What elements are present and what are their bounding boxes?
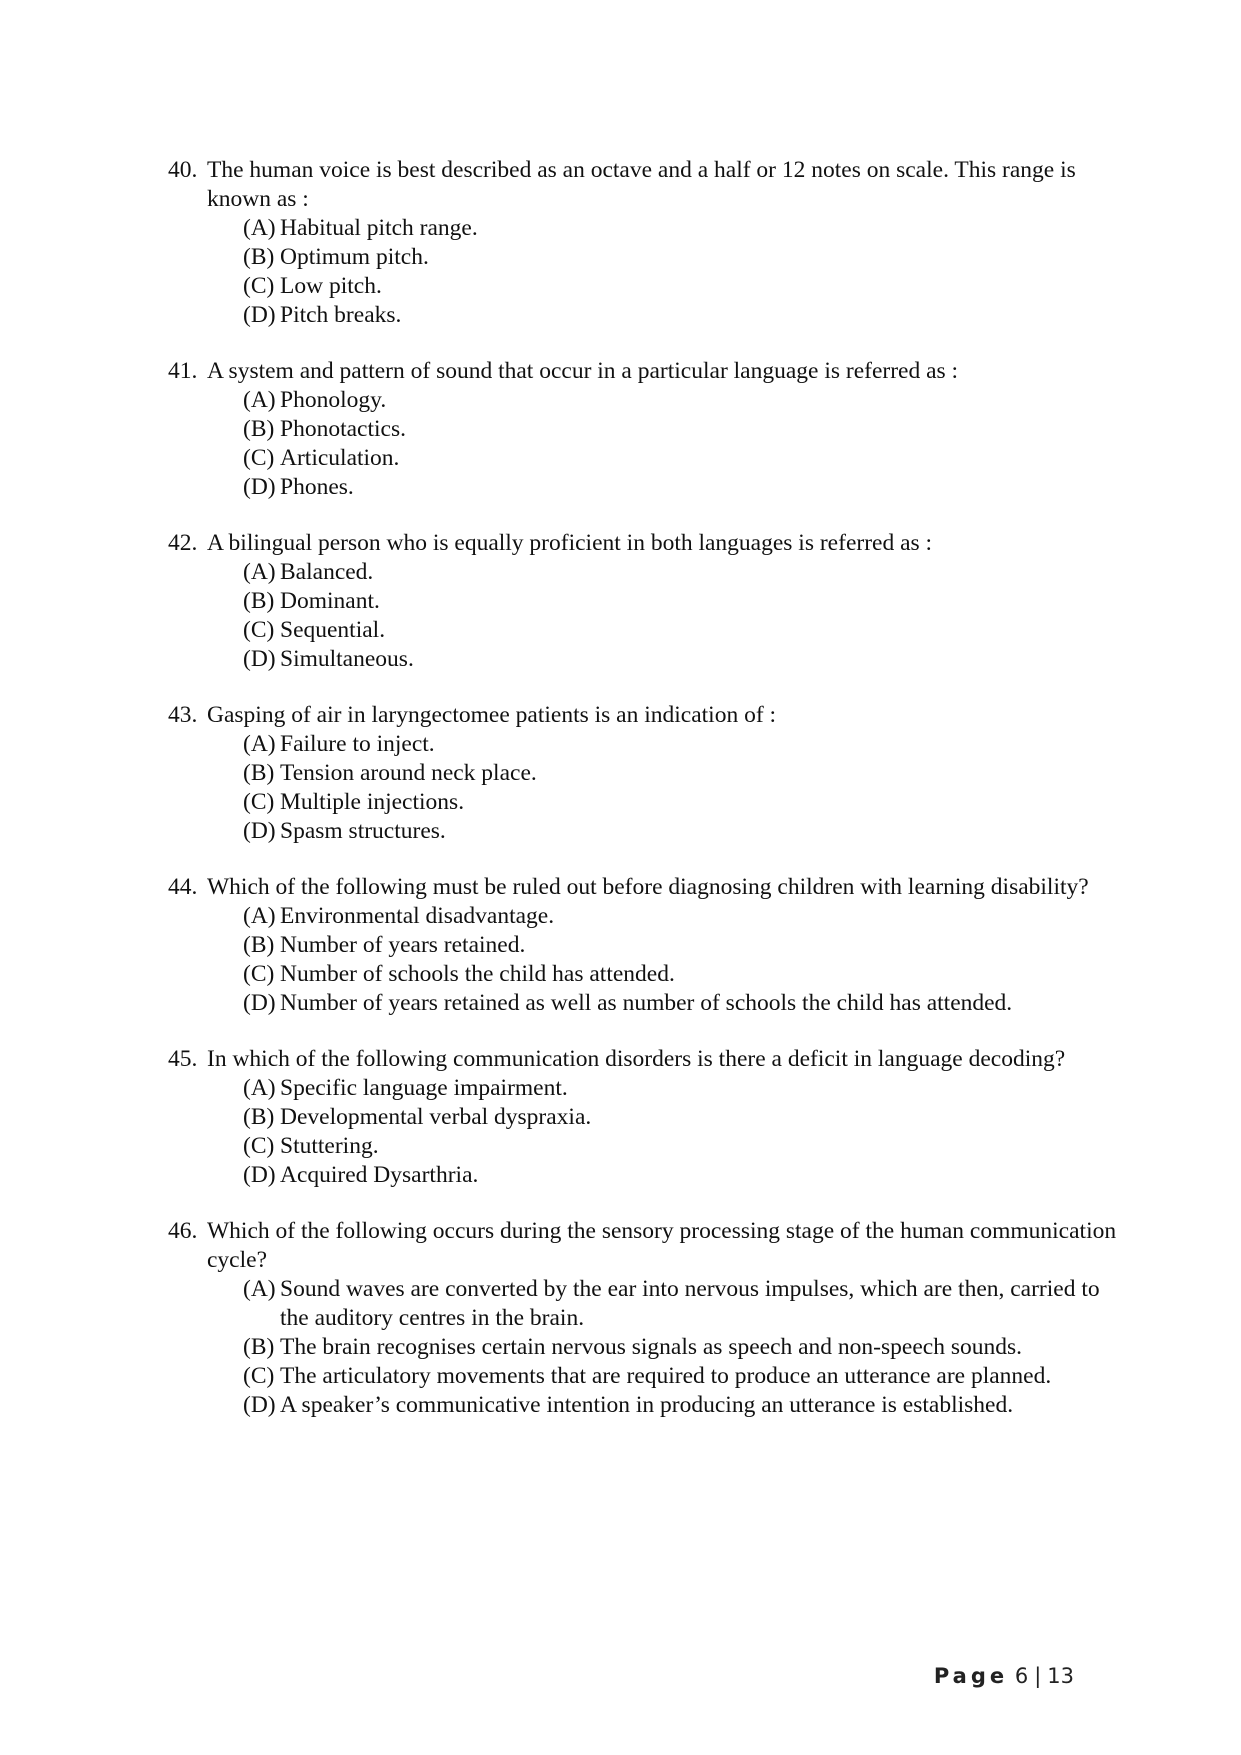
- question-stem: [168, 357, 1128, 386]
- option-list: [168, 558, 1128, 674]
- option-text: Acquired Dysarthria.: [280, 1162, 479, 1188]
- option-list: [168, 1074, 1128, 1190]
- option-letter: (C): [243, 273, 275, 299]
- total-pages: 13: [1047, 1664, 1074, 1688]
- option-text: Phonology.: [280, 387, 387, 413]
- option-c: [243, 444, 1128, 473]
- option-b: [243, 587, 1128, 616]
- question: [168, 873, 1128, 1018]
- question-stem: [168, 1217, 1128, 1275]
- option-b: [243, 1103, 1128, 1132]
- option-a: [243, 1275, 1128, 1333]
- current-page-number: 6: [1014, 1664, 1029, 1688]
- option-list: [168, 1275, 1128, 1420]
- question-text: Which of the following must be ruled out before diagnosing children with learning disability?: [207, 874, 1089, 900]
- option-letter: (A): [243, 731, 276, 757]
- question-text: The human voice is best described as an octave and a half or 12 notes on scale. This range is known as :: [207, 157, 1076, 212]
- option-list: [168, 386, 1128, 502]
- option-letter: (D): [243, 302, 276, 328]
- option-a: [243, 558, 1128, 587]
- option-c: [243, 1362, 1128, 1391]
- page-separator: |: [1034, 1664, 1042, 1688]
- question-number: 40.: [168, 157, 198, 183]
- option-text: Simultaneous.: [280, 646, 414, 672]
- option-text: Pitch breaks.: [280, 302, 402, 328]
- question-stem: [168, 529, 1128, 558]
- option-letter: (B): [243, 932, 275, 958]
- option-d: [243, 301, 1128, 330]
- option-a: [243, 902, 1128, 931]
- question-text: A system and pattern of sound that occur in a particular language is referred as :: [207, 358, 959, 384]
- option-text: A speaker’s communicative intention in producing an utterance is established.: [280, 1392, 1014, 1418]
- option-text: Number of years retained.: [280, 932, 526, 958]
- option-letter: (B): [243, 588, 275, 614]
- option-c: [243, 788, 1128, 817]
- option-d: [243, 645, 1128, 674]
- option-a: [243, 1074, 1128, 1103]
- option-letter: (B): [243, 1334, 275, 1360]
- option-b: [243, 243, 1128, 272]
- option-text: Habitual pitch range.: [280, 215, 478, 241]
- option-c: [243, 272, 1128, 301]
- option-text: The brain recognises certain nervous signals as speech and non-speech sounds.: [280, 1334, 1022, 1360]
- option-letter: (D): [243, 646, 276, 672]
- option-text: Balanced.: [280, 559, 374, 585]
- option-text: Number of years retained as well as number of schools the child has attended.: [280, 990, 1013, 1016]
- option-text: Sequential.: [280, 617, 386, 643]
- option-letter: (D): [243, 474, 276, 500]
- option-d: [243, 1391, 1128, 1420]
- option-letter: (D): [243, 1392, 276, 1418]
- option-text: Articulation.: [280, 445, 400, 471]
- option-text: Tension around neck place.: [280, 760, 537, 786]
- option-letter: (C): [243, 961, 275, 987]
- question: [168, 357, 1128, 502]
- option-letter: (C): [243, 1133, 275, 1159]
- question: [168, 1217, 1128, 1420]
- option-d: [243, 1161, 1128, 1190]
- option-letter: (C): [243, 617, 275, 643]
- option-letter: (B): [243, 760, 275, 786]
- question-number: 46.: [168, 1218, 198, 1244]
- option-text: Sound waves are converted by the ear into nervous impulses, which are then, carried to the auditory centres in the brain.: [280, 1276, 1100, 1331]
- option-letter: (D): [243, 818, 276, 844]
- question: [168, 529, 1128, 674]
- question-text: A bilingual person who is equally proficient in both languages is referred as :: [207, 530, 933, 556]
- option-letter: (A): [243, 903, 276, 929]
- question-number: 42.: [168, 530, 198, 556]
- option-list: [168, 730, 1128, 846]
- question-text: Which of the following occurs during the sensory processing stage of the human communication cycle?: [207, 1218, 1117, 1273]
- option-text: Failure to inject.: [280, 731, 435, 757]
- option-a: [243, 730, 1128, 759]
- question-list: [168, 156, 1128, 1447]
- option-letter: (A): [243, 387, 276, 413]
- option-text: Spasm structures.: [280, 818, 446, 844]
- question-stem: [168, 873, 1128, 902]
- question-number: 44.: [168, 874, 198, 900]
- option-d: [243, 989, 1128, 1018]
- option-b: [243, 931, 1128, 960]
- option-text: Environmental disadvantage.: [280, 903, 555, 929]
- option-letter: (B): [243, 244, 275, 270]
- option-c: [243, 1132, 1128, 1161]
- option-a: [243, 214, 1128, 243]
- option-c: [243, 616, 1128, 645]
- option-text: Phones.: [280, 474, 354, 500]
- question-number: 45.: [168, 1046, 198, 1072]
- option-letter: (A): [243, 215, 276, 241]
- page-footer: [934, 1664, 1074, 1688]
- option-text: Developmental verbal dyspraxia.: [280, 1104, 592, 1130]
- option-text: Stuttering.: [280, 1133, 379, 1159]
- option-text: The articulatory movements that are required to produce an utterance are planned.: [280, 1363, 1052, 1389]
- page-label: Page: [933, 1664, 1009, 1688]
- question-number: 41.: [168, 358, 198, 384]
- option-text: Optimum pitch.: [280, 244, 429, 270]
- option-letter: (B): [243, 416, 275, 442]
- option-letter: (A): [243, 1276, 276, 1302]
- option-letter: (C): [243, 789, 275, 815]
- option-text: Multiple injections.: [280, 789, 465, 815]
- option-letter: (B): [243, 1104, 275, 1130]
- option-text: Phonotactics.: [280, 416, 406, 442]
- question-stem: [168, 701, 1128, 730]
- question-text: In which of the following communication disorders is there a deficit in language decoding?: [207, 1046, 1066, 1072]
- question-text: Gasping of air in laryngectomee patients is an indication of :: [207, 702, 777, 728]
- option-letter: (A): [243, 1075, 276, 1101]
- option-d: [243, 817, 1128, 846]
- option-a: [243, 386, 1128, 415]
- option-letter: (C): [243, 445, 275, 471]
- question-stem: [168, 1045, 1128, 1074]
- option-list: [168, 214, 1128, 330]
- option-list: [168, 902, 1128, 1018]
- option-text: Low pitch.: [280, 273, 382, 299]
- question: [168, 1045, 1128, 1190]
- option-b: [243, 1333, 1128, 1362]
- option-text: Number of schools the child has attended.: [280, 961, 675, 987]
- question-stem: [168, 156, 1128, 214]
- option-c: [243, 960, 1128, 989]
- option-b: [243, 415, 1128, 444]
- option-text: Specific language impairment.: [280, 1075, 568, 1101]
- option-text: Dominant.: [280, 588, 380, 614]
- question: [168, 701, 1128, 846]
- question-number: 43.: [168, 702, 198, 728]
- option-letter: (D): [243, 990, 276, 1016]
- option-d: [243, 473, 1128, 502]
- option-letter: (C): [243, 1363, 275, 1389]
- option-letter: (A): [243, 559, 276, 585]
- option-b: [243, 759, 1128, 788]
- option-letter: (D): [243, 1162, 276, 1188]
- question: [168, 156, 1128, 330]
